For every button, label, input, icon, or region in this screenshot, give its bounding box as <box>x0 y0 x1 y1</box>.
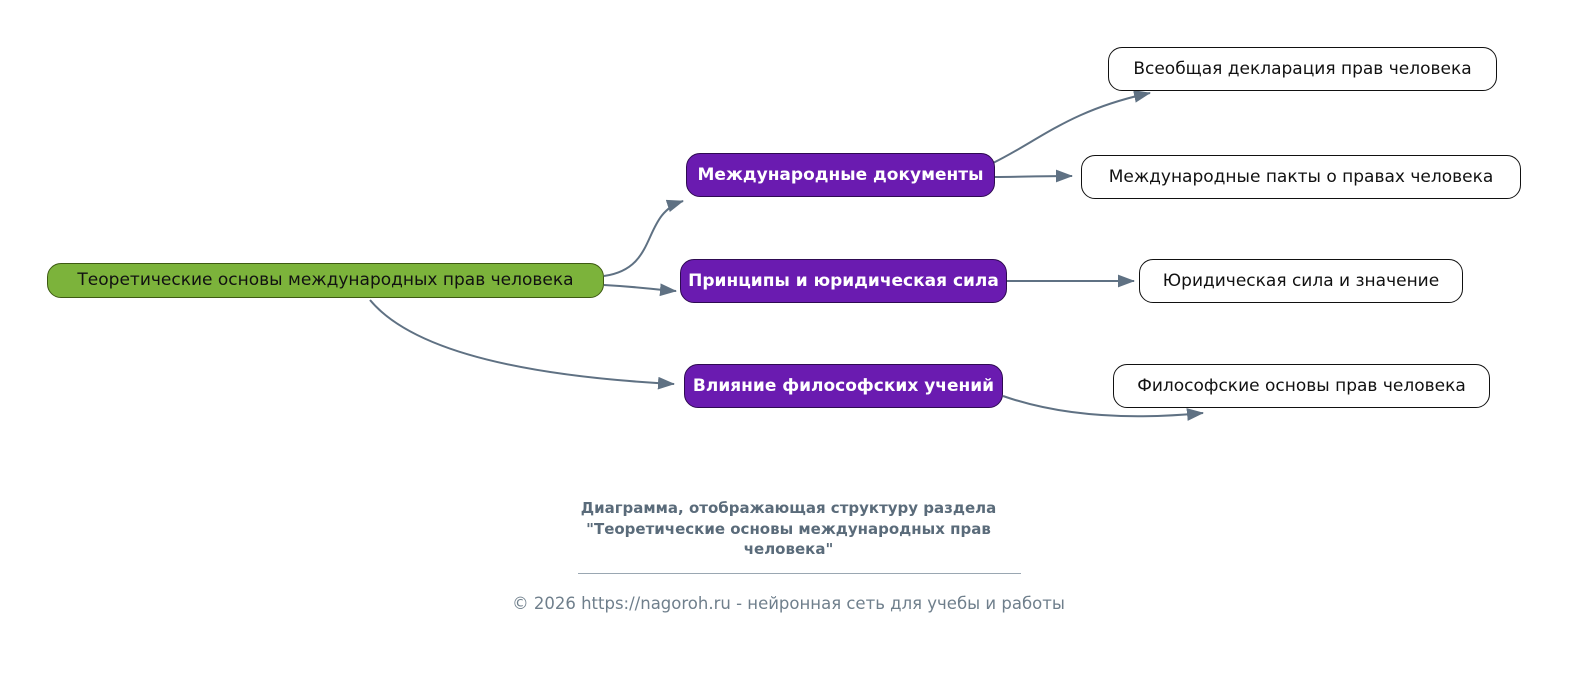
node-leaf2-label: Международные пакты о правах человека <box>1108 166 1494 187</box>
caption-line-3: человека" <box>743 540 834 559</box>
node-leaf-philosophical-foundations[interactable] <box>1113 364 1490 408</box>
diagram-caption <box>0 498 1577 560</box>
edge-root-to-branch2 <box>604 285 676 291</box>
node-branch-principles-legal-force[interactable] <box>680 259 1007 303</box>
node-leaf-universal-declaration[interactable] <box>1108 47 1497 91</box>
node-branch2-label: Принципы и юридическая сила <box>688 270 999 291</box>
node-branch-philosophical-influence[interactable] <box>684 364 1003 408</box>
node-root[interactable] <box>47 263 604 298</box>
node-branch1-label: Международные документы <box>697 164 984 185</box>
node-branch3-label: Влияние философских учений <box>692 375 995 396</box>
edge-branch1-to-leaf2 <box>995 176 1072 177</box>
edge-root-to-branch1 <box>604 201 683 276</box>
edge-branch1-to-leaf1 <box>993 93 1150 163</box>
edge-root-to-branch3 <box>370 300 674 384</box>
node-root-label: Теоретические основы международных прав человека <box>77 270 574 291</box>
caption-line-1: Диаграмма, отображающая структуру раздела <box>580 499 997 517</box>
node-leaf-international-covenants[interactable] <box>1081 155 1521 199</box>
node-leaf3-label: Юридическая сила и значение <box>1162 270 1440 291</box>
node-branch-international-documents[interactable] <box>686 153 995 197</box>
node-leaf-legal-force-meaning[interactable] <box>1139 259 1463 303</box>
node-leaf1-label: Всеобщая декларация прав человека <box>1133 58 1472 79</box>
node-leaf4-label: Философские основы прав человека <box>1137 375 1466 396</box>
caption-line-2: "Теоретические основы международных прав <box>586 519 991 538</box>
footer-text: © 2026 https://nagoroh.ru - нейронная сеть для учебы и работы <box>512 594 1065 613</box>
caption-divider <box>578 573 1021 574</box>
